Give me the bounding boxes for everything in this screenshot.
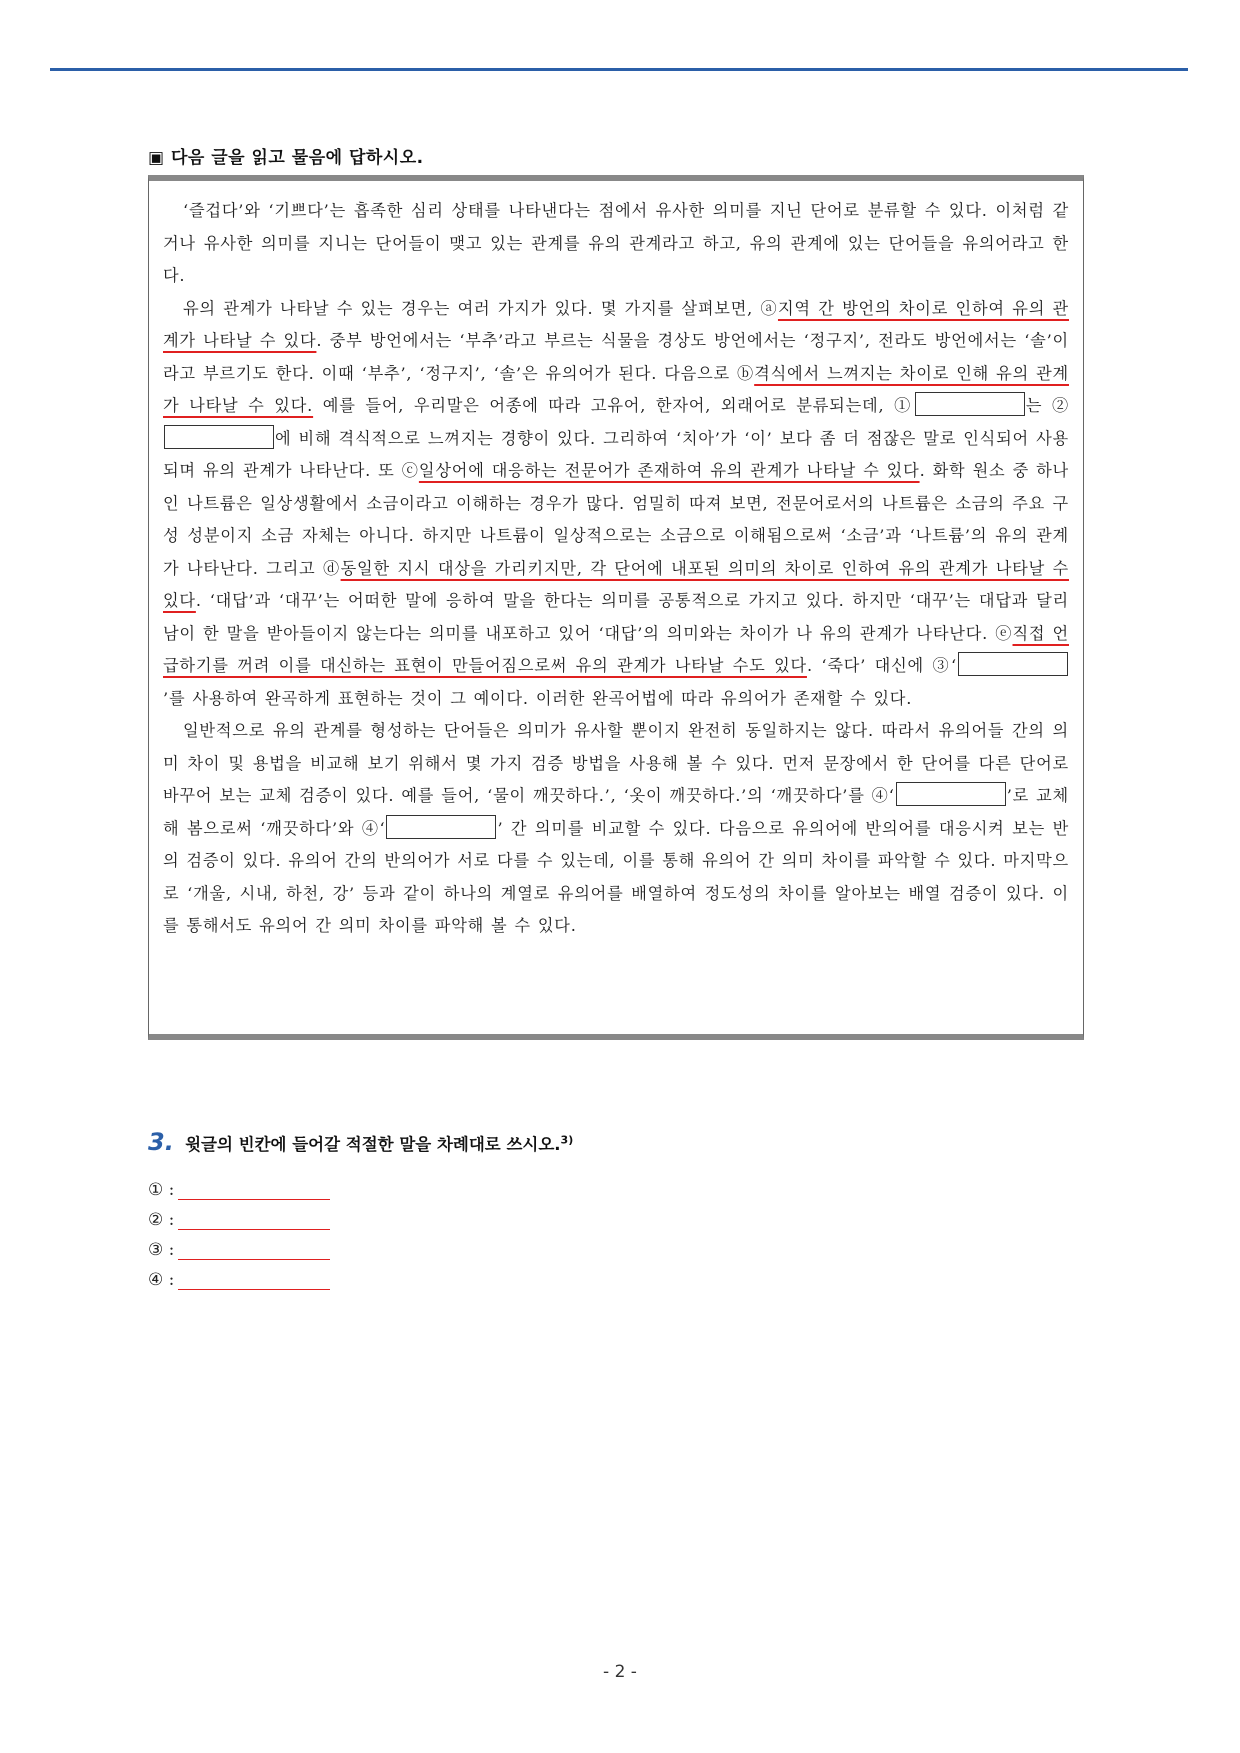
underline-d: 동일한 지시 대상을 가리키지만, 각 단어에 내포된 의미의 차이로 인하여 유의 관계가 나타날 수 있다 [163, 558, 1069, 610]
paragraph-2: 유의 관계가 나타날 수 있는 경우는 여러 가지가 있다. 몇 가지를 살펴보면, ⓐ지역 간 방언의 차이로 인하여 유의 관계가 나타날 수 있다. 중부 방언에서는 ‘부추’라고 부르는 식물을 경상도 방언에서는 ‘정구지’, 전라도 방언에서는 ‘솔’이라고 부르기도 한다. 이때 ‘부추’, ‘정구지’, ‘솔’은 유의어가 된다. 다음으로 ⓑ격식에서 느껴지는 차이로 인해 유의 관계가 나타날 수 있다. 예를 들어, 우리말은 어종에 따라 고유어, 한자어, 외래어로 분류되는데, ① 는 ②에 비해 격식적으로 느껴지는 경향이 있다. 그리하여 ‘치아’가 ‘이’ 보다 좀 더 점잖은 말로 인식되어 사용되며 유의 관계가 나타난다. 또 ⓒ일상어에 대응하는 전문어가 존재하여 유의 관계가 나타날 수 있다. 화학 원소 중 하나인 나트륨은 일상생활에서 소금이라고 이해하는 경우가 많다. 엄밀히 따져 보면, 전문어로서의 나트륨은 소금의 주요 구성 성분이지 소금 자체는 아니다. 하지만 나트륨이 일상적으로는 소금으로 이해됨으로써 ‘소금’과 ‘나트륨’의 유의 관계가 나타난다. 그리고 ⓓ동일한 지시 대상을 가리키지만, 각 단어에 내포된 의미의 차이로 인하여 유의 관계가 나타날 수 있다. ‘대답’과 ‘대꾸’는 어떠한 말에 응하여 말을 한다는 의미를 공통적으로 가지고 있다. 하지만 ‘대꾸’는 대답과 달리 남이 한 말을 받아들이지 않는다는 의미를 내포하고 있어 ‘대답’의 의미와는 차이가 나 유의 관계가 나타난다. ⓔ직접 언급하기를 꺼려 이를 대신하는 표현이 만들어짐으로써 유의 관계가 나타날 수도 있다. ‘죽다’ 대신에 ③‘’를 사용하여 완곡하게 표현하는 것이 그 예이다. 이러한 완곡어법에 따라 유의어가 존재할 수 있다. [163, 298, 1069, 708]
answer-row-4: ④ : [148, 1260, 330, 1290]
passage-box [148, 175, 1084, 1040]
answer-row-1: ① : [148, 1170, 330, 1200]
instruction: ▣ 다음 글을 읽고 물음에 답하시오. [148, 148, 424, 168]
blank-4b [386, 815, 496, 839]
answer-line[interactable] [178, 1239, 330, 1260]
answer-line[interactable] [178, 1269, 330, 1290]
underline-a: 지역 간 방언의 차이로 인하여 유의 관계가 나타날 수 있다 [163, 298, 1069, 350]
blank-2 [164, 425, 274, 449]
underline-e: 직접 언급하기를 꺼려 이를 대신하는 표현이 만들어짐으로써 유의 관계가 나타날 수도 있다 [163, 623, 1069, 675]
question-3 [148, 1128, 573, 1156]
paragraph-3: 일반적으로 유의 관계를 형성하는 단어들은 의미가 유사할 뿐이지 완전히 동일하지는 않다. 따라서 유의어들 간의 의미 차이 및 용법을 비교해 보기 위해서 몇 가지 검증 방법을 사용해 볼 수 있다. 먼저 문장에서 한 단어를 다른 단어로 바꾸어 보는 교체 검증이 있다. 예를 들어, ‘물이 깨끗하다.’, ‘옷이 깨끗하다.’의 ‘깨끗하다’를 ④‘ ’로 교체해 봄으로써 ‘깨끗하다’와 ④‘ ’ 간 의미를 비교할 수 있다. 다음으로 유의어에 반의어를 대응시켜 보는 반의 검증이 있다. 유의어 간의 반의어가 서로 다를 수 있는데, 이를 통해 유의어 간 의미 차이를 파악할 수 있다. 마지막으로 ‘개울, 시내, 하천, 강’ 등과 같이 하나의 계열로 유의어를 배열하여 정도성의 차이를 알아보는 배열 검증이 있다. 이를 통해서도 유의어 간 의미 차이를 파악해 볼 수 있다. [163, 721, 1070, 935]
header-rule [50, 68, 1188, 71]
page-number: - 2 - [603, 1662, 637, 1682]
blank-4a [896, 782, 1006, 806]
answer-row-2: ② : [148, 1200, 330, 1230]
underline-b: 격식에서 느껴지는 차이로 인해 유의 관계가 나타날 수 있다. [163, 363, 1069, 415]
blank-3 [958, 652, 1068, 676]
answer-line[interactable] [178, 1179, 330, 1200]
blank-1 [915, 392, 1025, 416]
answer-list [148, 1170, 330, 1290]
paragraph-1: ‘즐겁다’와 ‘기쁘다’는 흡족한 심리 상태를 나타낸다는 점에서 유사한 의미를 지닌 단어로 분류할 수 있다. 이처럼 같거나 유사한 의미를 지니는 단어들이 맺고 있는 관계를 유의 관계라고 하고, 유의 관계에 있는 단어들을 유의어라고 한다. [163, 201, 1069, 285]
footnote-ref: 3) [560, 1133, 574, 1147]
question-number: 3. [148, 1128, 174, 1156]
question-text: 윗글의 빈칸에 들어갈 적절한 말을 차례대로 쓰시오. [185, 1135, 561, 1154]
answer-line[interactable] [178, 1209, 330, 1230]
answer-row-3: ③ : [148, 1230, 330, 1260]
underline-c: 일상어에 대응하는 전문어가 존재하여 유의 관계가 나타날 수 있다 [418, 461, 920, 480]
